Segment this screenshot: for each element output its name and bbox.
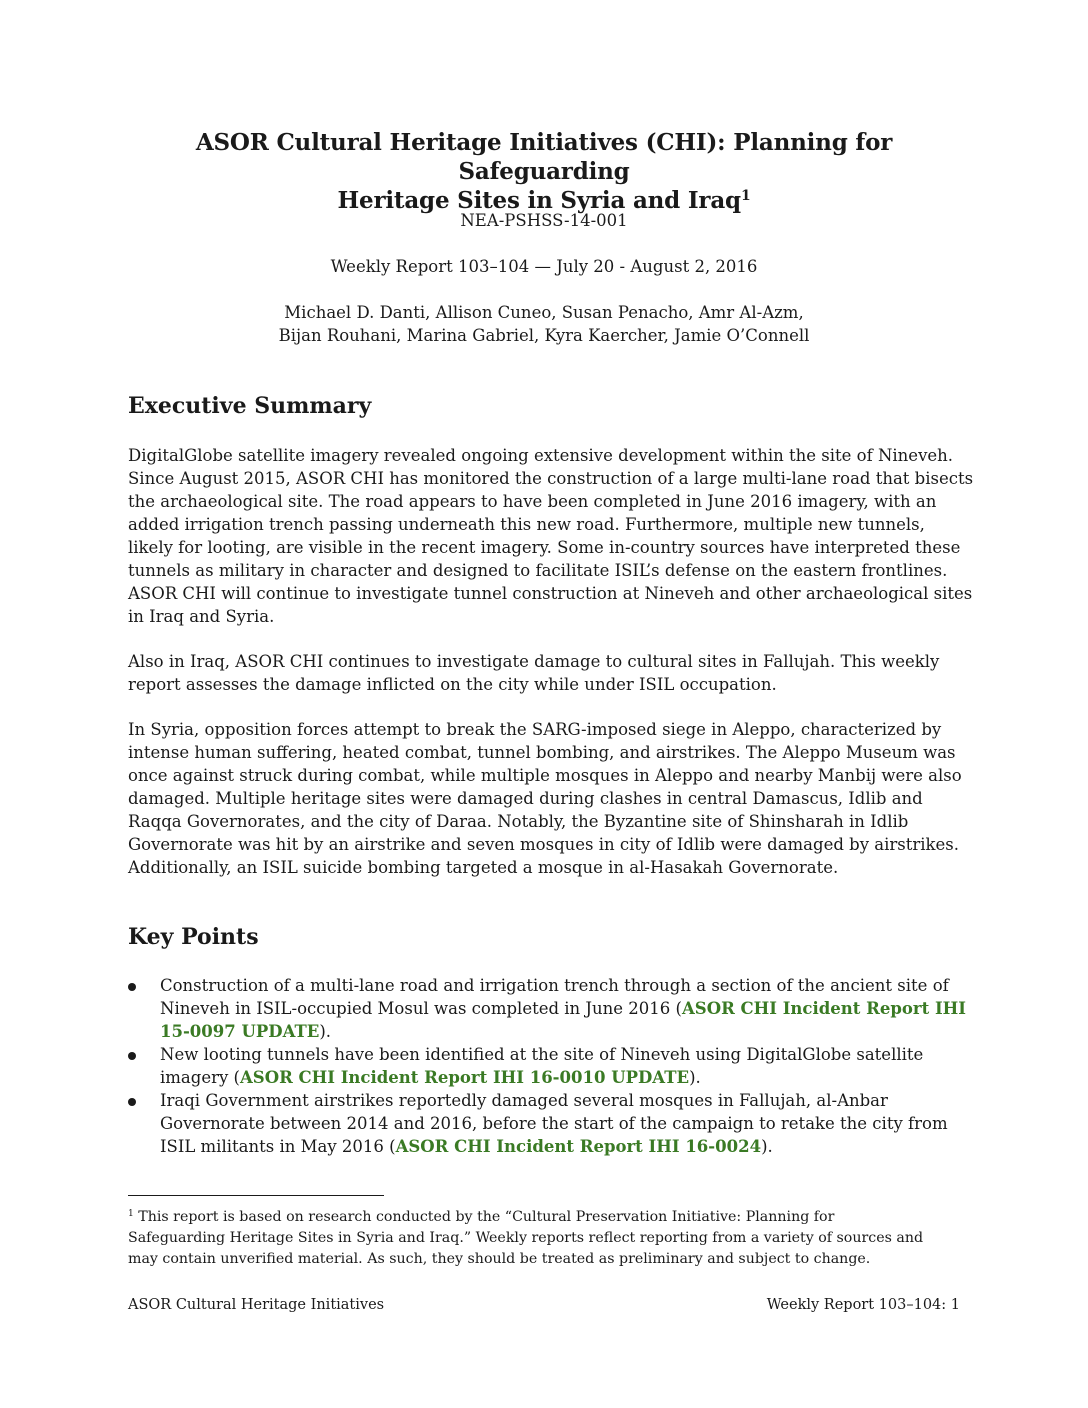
- key-point-item: [128, 974, 966, 1043]
- bullet-icon: [128, 1052, 136, 1060]
- text-segment: This report is based on research conducted by the “Cultural Preservation Initiative: Planning for: [133, 1209, 835, 1225]
- summary-paragraph-2: [128, 650, 960, 696]
- footer-organization: ASOR Cultural Heritage Initiatives: [128, 1297, 385, 1313]
- text-line: Governorate was hit by an airstrike and seven mosques in city of Idlib were damaged by airstrikes.: [128, 835, 960, 854]
- authors-line-1: Michael D. Danti, Allison Cuneo, Susan Penacho, Amr Al-Azm,: [284, 303, 804, 322]
- text-line: New looting tunnels have been identified at the site of Nineveh using DigitalGlobe satellite: [160, 1045, 924, 1064]
- text-line: report assesses the damage inflicted on the city while under ISIL occupation.: [128, 675, 777, 694]
- title-footnote-mark[interactable]: 1: [740, 188, 751, 204]
- text-line: Raqqa Governorates, and the city of Daraa. Notably, the Byzantine site of Shinsharah in Idlib: [128, 812, 909, 831]
- text-segment: ).: [761, 1137, 773, 1156]
- executive-summary-heading: Executive Summary: [128, 393, 372, 419]
- text-line: Governorate between 2014 and 2016, before the start of the campaign to retake the city from: [160, 1114, 948, 1133]
- footnote-mark: 1: [128, 1209, 134, 1219]
- grant-number: NEA-PSHSS-14-001: [460, 211, 628, 230]
- report-dates: Weekly Report 103–104 — July 20 - August 2, 2016: [330, 257, 758, 276]
- text-line: once against struck during combat, while multiple mosques in Aleppo and nearby Manbij were also: [128, 766, 962, 785]
- text-line: In Syria, opposition forces attempt to break the SARG-imposed siege in Aleppo, characterized by: [128, 720, 942, 739]
- text-line: likely for looting, are visible in the recent imagery. Some in-country sources have interpreted these: [128, 538, 961, 557]
- text-line: Since August 2015, ASOR CHI has monitored the construction of a large multi-lane road that bisects: [128, 469, 974, 488]
- text-line: intense human suffering, heated combat, tunnel bombing, and airstrikes. The Aleppo Museum was: [128, 743, 956, 762]
- text-line: may contain unverified material. As such, they should be treated as preliminary and subject to change.: [128, 1251, 871, 1267]
- summary-paragraph-3: [128, 718, 960, 879]
- text-line: added irrigation trench passing underneath this new road. Furthermore, multiple new tunnels,: [128, 515, 925, 534]
- key-points-heading: Key Points: [128, 924, 259, 950]
- incident-report-link[interactable]: ASOR CHI Incident Report IHI 16-0024: [395, 1137, 762, 1156]
- incident-report-link[interactable]: ASOR CHI Incident Report IHI: [681, 999, 966, 1018]
- bullet-icon: [128, 983, 136, 991]
- title-line-2-text: Heritage Sites in Syria and Iraq: [337, 187, 741, 214]
- footnote: [128, 1207, 960, 1270]
- text-line: Safeguarding Heritage Sites in Syria and Iraq.” Weekly reports reflect reporting from a variety of sources and: [128, 1230, 924, 1246]
- text-line: tunnels as military in character and designed to facilitate ISIL’s defense on the eastern frontlines.: [128, 561, 948, 580]
- text-line: [160, 1020, 960, 1043]
- text-line: in Iraq and Syria.: [128, 607, 275, 626]
- text-line: DigitalGlobe satellite imagery revealed ongoing extensive development within the site of Nineveh.: [128, 446, 954, 465]
- key-points-list: [128, 974, 966, 1158]
- bullet-icon: [128, 1098, 136, 1106]
- incident-report-link[interactable]: ASOR CHI Incident Report IHI 16-0010 UPDATE: [239, 1068, 690, 1087]
- text-line: ASOR CHI will continue to investigate tunnel construction at Nineveh and other archaeological sites: [128, 584, 973, 603]
- incident-report-link[interactable]: 15-0097 UPDATE: [160, 1022, 320, 1041]
- document-page: [128, 0, 974, 1408]
- key-point-item: [128, 1043, 960, 1089]
- authors-line-2: Bijan Rouhani, Marina Gabriel, Kyra Kaercher, Jamie O’Connell: [278, 326, 810, 345]
- text-line: [160, 1066, 960, 1089]
- text-line: damaged. Multiple heritage sites were damaged during clashes in central Damascus, Idlib and: [128, 789, 923, 808]
- text-segment: Nineveh in ISIL-occupied Mosul was completed in June 2016 (: [160, 999, 682, 1018]
- text-line: [128, 1207, 960, 1228]
- footer-page-number: Weekly Report 103–104: 1: [766, 1297, 960, 1313]
- text-line: the archaeological site. The road appears to have been completed in June 2016 imagery, with an: [128, 492, 937, 511]
- footnote-separator: [128, 1195, 384, 1196]
- text-segment: ).: [689, 1068, 701, 1087]
- text-line: Also in Iraq, ASOR CHI continues to investigate damage to cultural sites in Fallujah. This weekly: [128, 652, 940, 671]
- title-line-1: ASOR Cultural Heritage Initiatives (CHI): Planning for Safeguarding: [195, 129, 893, 185]
- text-segment: ).: [319, 1022, 332, 1041]
- key-point-item: [128, 1089, 960, 1158]
- text-segment: ISIL militants in May 2016 (: [160, 1137, 396, 1156]
- text-line: Iraqi Government airstrikes reportedly damaged several mosques in Fallujah, al-Anbar: [160, 1091, 888, 1110]
- text-line: Additionally, an ISIL suicide bombing targeted a mosque in al-Hasakah Governorate.: [128, 858, 839, 877]
- text-line: [160, 997, 966, 1020]
- text-segment: imagery (: [160, 1068, 240, 1087]
- text-line: Construction of a multi-lane road and irrigation trench through a section of the ancient site of: [160, 976, 949, 995]
- summary-paragraph-1: [128, 444, 974, 628]
- document-title: [128, 128, 960, 215]
- text-line: [160, 1135, 960, 1158]
